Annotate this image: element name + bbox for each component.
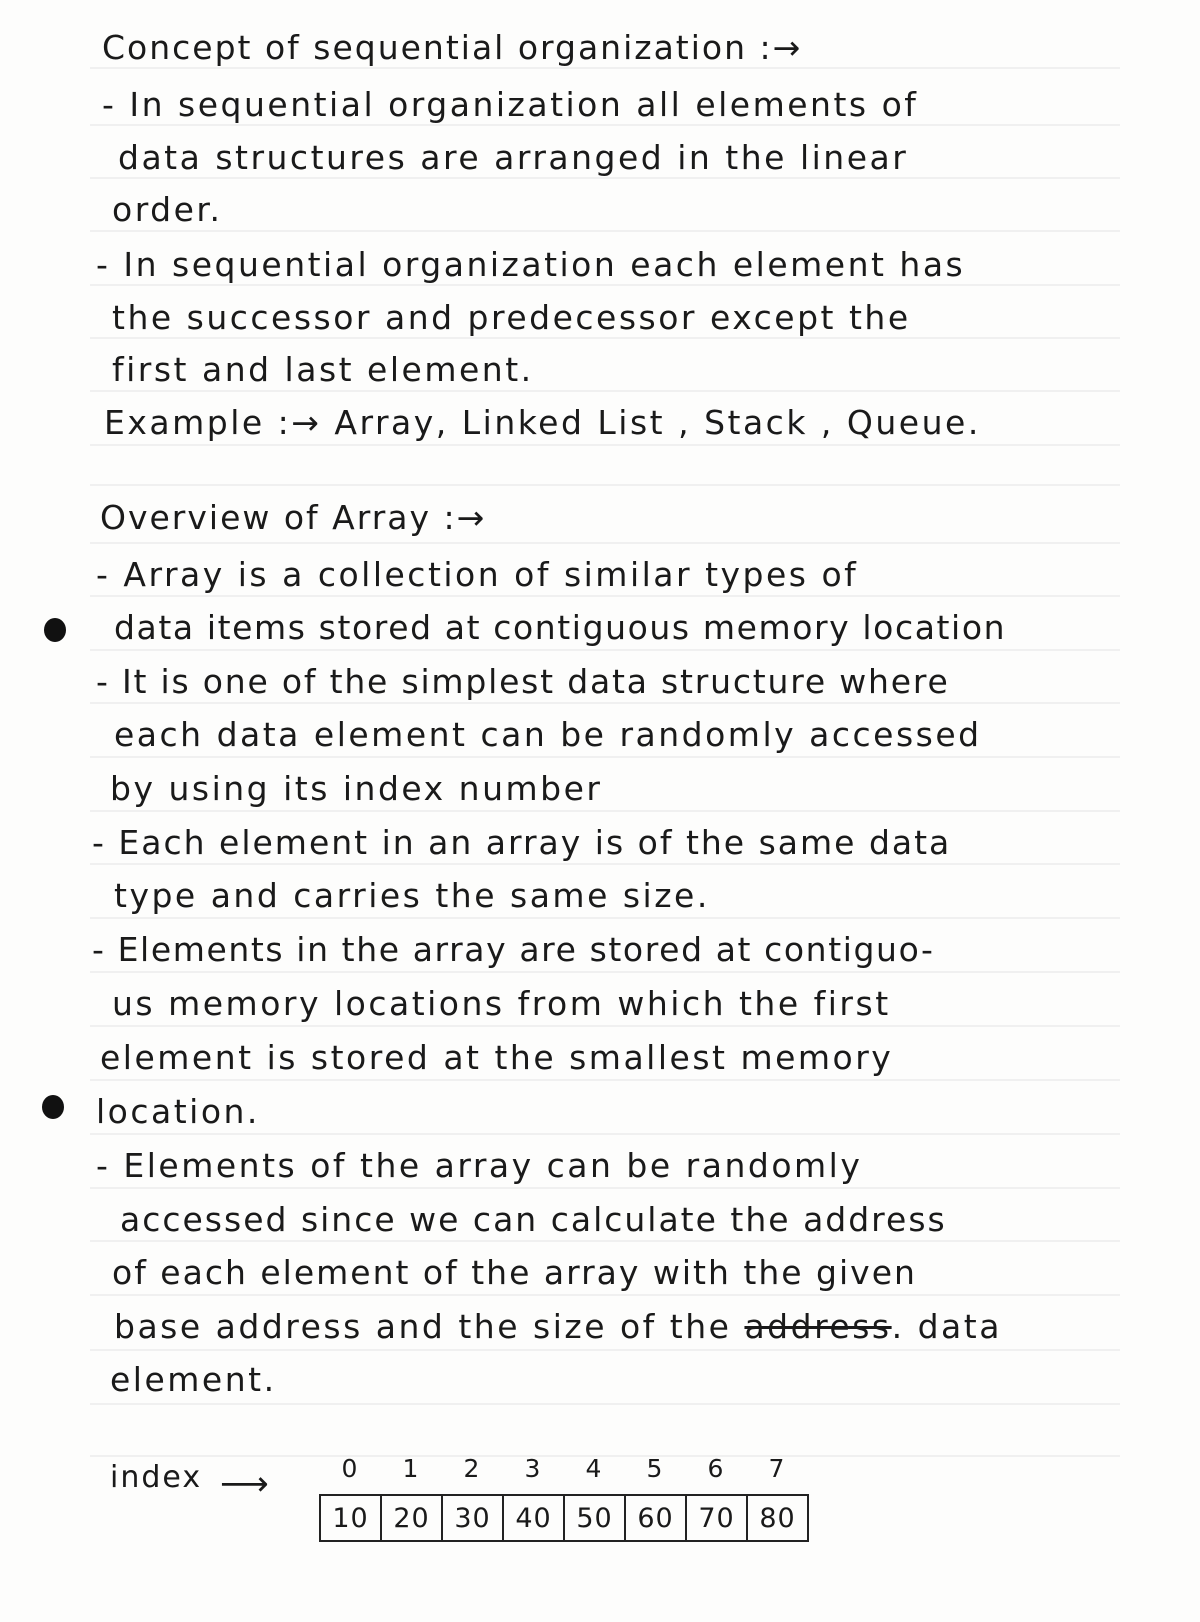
array-cell: 60 xyxy=(626,1496,687,1540)
index-number: 1 xyxy=(402,1454,419,1483)
text-line: data items stored at contiguous memory location xyxy=(114,608,1007,647)
text-line: by using its index number xyxy=(110,769,603,808)
array-cell: 40 xyxy=(504,1496,565,1540)
array-cell: 50 xyxy=(565,1496,626,1540)
array-cell: 10 xyxy=(321,1496,382,1540)
text-line: type and carries the same size. xyxy=(114,876,710,915)
section-heading-sequential-organization: Concept of sequential organization :→ xyxy=(102,28,803,67)
text-line: - In sequential organization all elements of xyxy=(102,85,919,124)
text-line: - It is one of the simplest data structure where xyxy=(96,662,950,701)
array-cell: 30 xyxy=(443,1496,504,1540)
text-line: - In sequential organization each element has xyxy=(96,245,966,284)
text-line: each data element can be randomly accessed xyxy=(114,715,982,754)
text-line: element. xyxy=(110,1360,277,1399)
text-line: first and last element. xyxy=(112,350,534,389)
text-fragment: base address and the size of the xyxy=(114,1307,732,1346)
index-number: 6 xyxy=(707,1454,724,1483)
margin-bullet-dot xyxy=(42,1095,64,1119)
index-number: 4 xyxy=(585,1454,602,1483)
array-cells xyxy=(319,1494,809,1542)
text-line: - Elements in the array are stored at contiguo- xyxy=(92,930,935,969)
text-line: element is stored at the smallest memory xyxy=(100,1038,894,1077)
index-number: 7 xyxy=(768,1454,785,1483)
text-line: - Elements of the array can be randomly xyxy=(96,1146,863,1185)
array-cell: 70 xyxy=(687,1496,748,1540)
index-number: 3 xyxy=(524,1454,541,1483)
index-label: index xyxy=(110,1460,203,1495)
text-line: of each element of the array with the given xyxy=(112,1253,917,1292)
text-line: order. xyxy=(112,190,223,229)
section-heading-overview-of-array: Overview of Array :→ xyxy=(100,498,487,537)
text-line: data structures are arranged in the linear xyxy=(118,138,909,177)
margin-bullet-dot xyxy=(44,618,66,642)
array-cell: 20 xyxy=(382,1496,443,1540)
text-line: us memory locations from which the first xyxy=(112,984,891,1023)
struck-word: address xyxy=(744,1307,892,1346)
text-line: - Array is a collection of similar types of xyxy=(96,555,859,594)
right-arrow-icon: ⟶ xyxy=(220,1464,269,1504)
text-line: the successor and predecessor except the xyxy=(112,298,911,337)
text-fragment: . data xyxy=(891,1307,1002,1346)
index-number: 2 xyxy=(463,1454,480,1483)
text-line: accessed since we can calculate the address xyxy=(120,1200,947,1239)
example-line: Example :→ Array, Linked List , Stack , Queue. xyxy=(104,403,981,442)
text-line: - Each element in an array is of the same data xyxy=(92,823,952,862)
text-line: location. xyxy=(96,1092,260,1131)
index-number: 5 xyxy=(646,1454,663,1483)
text-line xyxy=(114,1307,1002,1347)
index-number: 0 xyxy=(341,1454,358,1483)
array-cell: 80 xyxy=(759,1502,796,1534)
index-row xyxy=(319,1454,807,1483)
